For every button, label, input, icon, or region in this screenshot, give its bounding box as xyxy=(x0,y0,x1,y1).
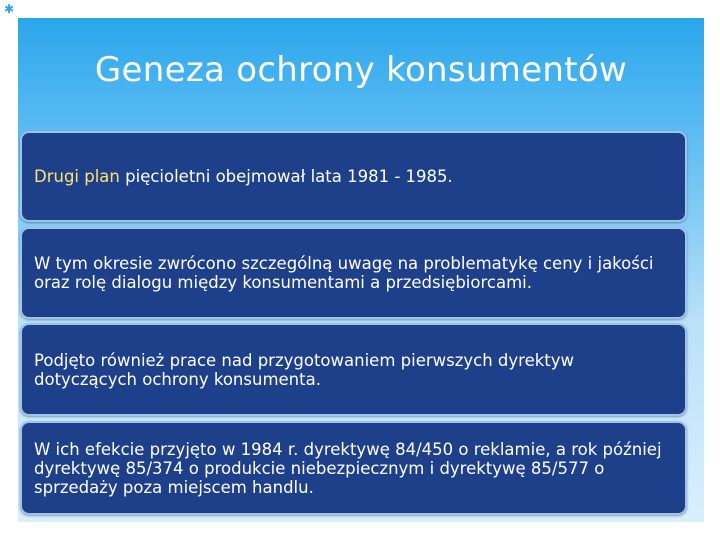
content-box-3 xyxy=(20,323,687,416)
content-box-1 xyxy=(20,131,687,222)
slide-title: Geneza ochrony konsumentów xyxy=(94,50,628,90)
asterisk-icon: ✱ xyxy=(4,2,15,16)
content-box-1-text xyxy=(34,167,453,186)
content-box-2-text: W tym okresie zwrócono szczególną uwagę na problematykę ceny i jakości oraz rolę dialogu między konsumentami a przedsiębiorcami. xyxy=(34,254,654,292)
content-box-4-text: W ich efekcie przyjęto w 1984 r. dyrektywę 84/450 o reklamie, a rok później dyrektywę 85/374 o produkcie niebezpiecznym i dyrektywę 85/577 o sprzedaży poza miejscem handlu. xyxy=(34,439,662,497)
highlight-term: Drugi plan xyxy=(34,167,120,186)
content-box-4 xyxy=(20,421,687,515)
content-box-2 xyxy=(20,227,687,319)
content-box-1-rest: pięcioletni obejmował lata 1981 - 1985. xyxy=(119,167,453,186)
content-box-3-text: Podjęto również prace nad przygotowaniem pierwszych dyrektyw dotyczących ochrony konsumenta. xyxy=(34,350,575,389)
